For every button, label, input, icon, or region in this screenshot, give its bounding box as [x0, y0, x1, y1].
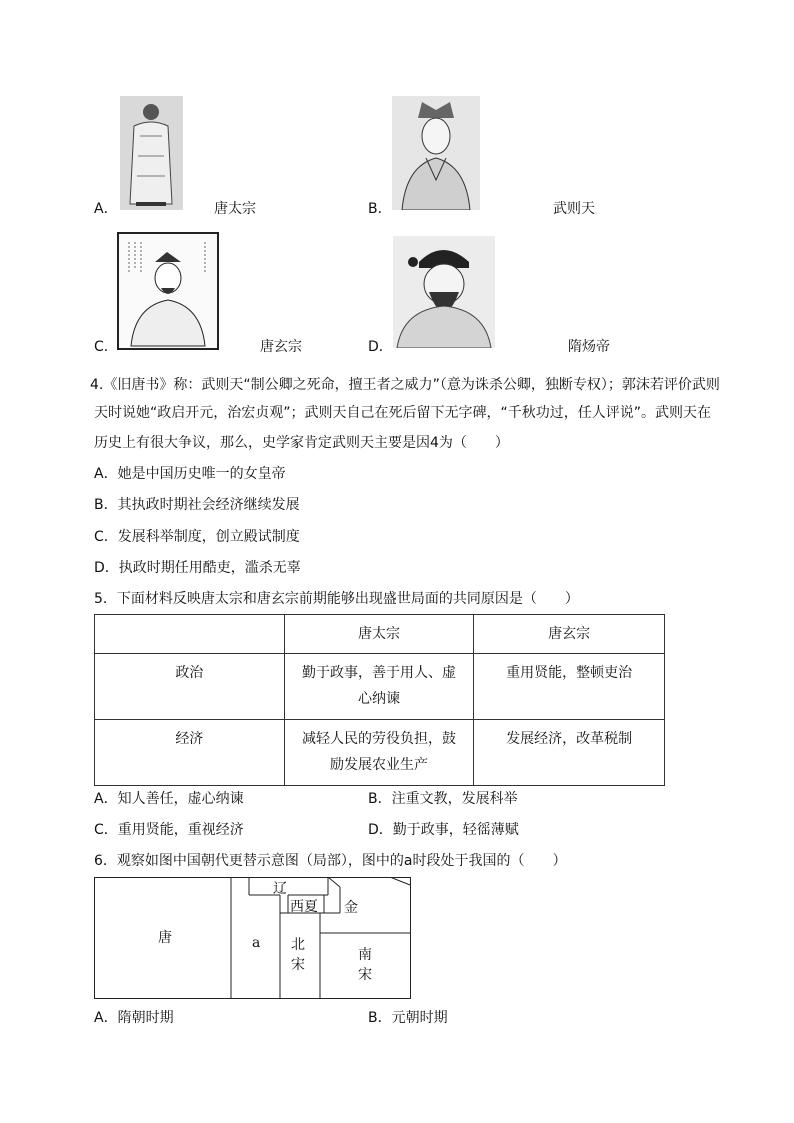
q4-option-c: C．发展科举制度，创立殿试制度	[94, 529, 300, 545]
period-a-label: a	[252, 935, 261, 951]
dynasty-diagram	[94, 877, 414, 999]
table-header-cell: 唐玄宗	[474, 615, 665, 654]
q4-stem-line-2: 天时说她“政启开元，治宏贞观”；武则天自己在死后留下无字碑，“千秋功过，任人评说”。武则天在	[94, 405, 712, 421]
portrait-d-image	[393, 236, 495, 348]
table-cell: 经济	[95, 720, 285, 786]
q4-option-b: B．其执政时期社会经济继续发展	[94, 497, 300, 513]
q4-option-a: A．她是中国历史唯一的女皇帝	[94, 466, 286, 482]
q5-option-a: A．知人善任，虚心纳谏	[94, 791, 244, 807]
dynasty-jin-label: 金	[344, 900, 358, 916]
table-header-cell: 唐太宗	[284, 615, 474, 654]
table-cell: 勤于政事，善于用人、虚心纳谏	[284, 654, 474, 720]
table-row	[95, 654, 665, 720]
table-cell: 重用贤能，整顿吏治	[474, 654, 665, 720]
dynasty-nansong-label: 南宋	[358, 947, 372, 983]
option-a-name: 唐太宗	[214, 201, 256, 217]
table-cell: 减轻人民的劳役负担，鼓励发展农业生产	[284, 720, 474, 786]
option-c-letter: C．	[94, 339, 118, 355]
table-cell: 政治	[95, 654, 285, 720]
portrait-c-image	[117, 232, 219, 350]
table-header-row	[95, 615, 665, 654]
option-d-letter: D．	[368, 339, 393, 355]
dynasty-tang-label: 唐	[158, 930, 172, 946]
q5-option-d: D．勤于政事，轻徭薄赋	[368, 822, 519, 838]
dynasty-liao-label: 辽	[273, 881, 287, 897]
q4-stem-line-1: 4.《旧唐书》称：武则天“制公卿之死命，擅王者之威力”（意为诛杀公卿，独断专权）；郭沫若评价武则	[90, 377, 720, 393]
q6-option-b: B．元朝时期	[368, 1010, 448, 1026]
q6-option-a: A．隋朝时期	[94, 1010, 174, 1026]
q5-table	[94, 614, 665, 786]
dynasty-beisong-label: 北宋	[291, 937, 305, 973]
option-b-letter: B．	[368, 201, 392, 217]
option-b-name: 武则天	[553, 201, 595, 217]
option-a-letter: A．	[94, 201, 118, 217]
q4-stem-line-3: 历史上有很大争议，那么，史学家肯定武则天主要是因4为（ ）	[94, 435, 509, 451]
table-row	[95, 720, 665, 786]
option-d-name: 隋炀帝	[568, 339, 610, 355]
q4-option-d: D．执政时期任用酷吏，滥杀无辜	[94, 560, 301, 576]
table-header-cell	[95, 615, 285, 654]
q6-stem: 6．观察如图中国朝代更替示意图（局部），图中的a时段处于我国的（ ）	[94, 853, 567, 869]
dynasty-xixia-label: 西夏	[290, 899, 318, 915]
portrait-a-image	[120, 96, 183, 210]
table-cell: 发展经济，改革税制	[474, 720, 665, 786]
portrait-b-image	[392, 96, 480, 210]
q5-option-b: B．注重文教，发展科举	[368, 791, 518, 807]
q5-option-c: C．重用贤能，重视经济	[94, 822, 244, 838]
q5-stem: 5．下面材料反映唐太宗和唐玄宗前期能够出现盛世局面的共同原因是（ ）	[94, 591, 579, 607]
option-c-name: 唐玄宗	[260, 339, 302, 355]
